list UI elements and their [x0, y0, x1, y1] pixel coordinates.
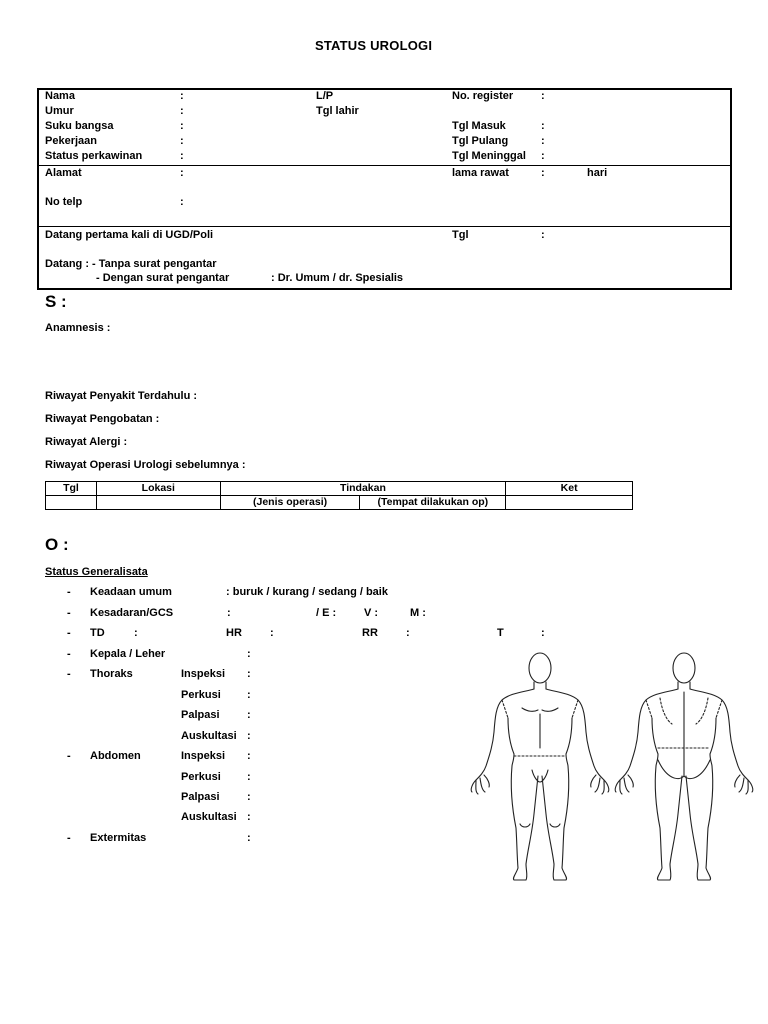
cell-ket[interactable]	[506, 496, 633, 510]
bullet: -	[67, 586, 71, 598]
header-ket: Ket	[506, 482, 633, 496]
separator: :	[227, 607, 231, 619]
separator: :	[247, 709, 251, 721]
label-no-telp: No telp	[45, 196, 83, 208]
datang-dengan-surat-option: : Dr. Umum / dr. Spesialis	[271, 272, 404, 284]
label-rr: RR	[362, 627, 378, 639]
separator: :	[247, 689, 251, 701]
bullet: -	[67, 607, 71, 619]
table-row	[46, 496, 633, 510]
separator: :	[541, 167, 545, 179]
separator: :	[247, 730, 251, 742]
label-tgl-pulang: Tgl Pulang	[452, 135, 509, 147]
divider	[38, 165, 731, 166]
label-datang-pertama: Datang pertama kali di UGD/Poli	[45, 229, 214, 241]
separator: :	[541, 90, 545, 102]
separator: :	[247, 668, 251, 680]
separator: :	[180, 167, 184, 179]
label-nama: Nama	[45, 90, 75, 102]
label-hr: HR	[226, 627, 242, 639]
bullet: -	[67, 668, 71, 680]
label-lama-rawat: lama rawat	[452, 167, 509, 179]
label-tgl-masuk: Tgl Masuk	[452, 120, 506, 132]
label-tgl-lahir: Tgl lahir	[316, 105, 359, 117]
label-kesadaran-gcs: Kesadaran/GCS	[90, 607, 174, 619]
bullet: -	[67, 832, 71, 844]
header-lokasi: Lokasi	[96, 482, 220, 496]
separator: :	[247, 791, 251, 803]
separator: :	[541, 229, 545, 241]
separator: :	[247, 811, 251, 823]
label-tgl: Tgl	[452, 229, 469, 241]
section-s-heading: S :	[45, 292, 67, 311]
label-kepala-leher: Kepala / Leher	[90, 648, 166, 660]
separator: :	[541, 150, 545, 162]
label-riwayat-operasi: Riwayat Operasi Urologi sebelumnya :	[45, 459, 246, 471]
body-front-icon	[471, 653, 609, 880]
status-generalisata-heading: Status Generalisata	[45, 566, 148, 578]
separator: :	[180, 105, 184, 117]
separator: :	[406, 627, 410, 639]
label-td: TD	[90, 627, 105, 639]
section-o-heading: O :	[45, 535, 69, 554]
label-keadaan-umum: Keadaan umum	[90, 586, 172, 598]
separator: :	[270, 627, 274, 639]
label-abdomen-palpasi: Palpasi	[181, 791, 220, 803]
label-umur: Umur	[45, 105, 74, 117]
separator: :	[134, 627, 138, 639]
separator: :	[247, 832, 251, 844]
label-riwayat-alergi: Riwayat Alergi :	[45, 436, 128, 448]
label-anamnesis: Anamnesis :	[45, 322, 111, 334]
separator: :	[541, 135, 545, 147]
separator: :	[180, 150, 184, 162]
header-tindakan: Tindakan	[220, 482, 506, 496]
label-lp: L/P	[316, 90, 334, 102]
label-thoraks-auskultasi: Auskultasi	[181, 730, 237, 742]
label-status-perkawinan: Status perkawinan	[45, 150, 143, 162]
separator: :	[180, 90, 184, 102]
separator: :	[247, 771, 251, 783]
body-back-icon	[615, 653, 753, 880]
label-gcs-e: / E :	[316, 607, 337, 619]
label-hari: hari	[587, 167, 608, 179]
separator: :	[247, 648, 251, 660]
datang-tanpa-surat: Datang : - Tanpa surat pengantar	[45, 258, 217, 270]
label-thoraks-perkusi: Perkusi	[181, 689, 221, 701]
separator: :	[541, 120, 545, 132]
table-header-row	[46, 482, 633, 496]
cell-tgl[interactable]	[46, 496, 97, 510]
body-diagram-front-back-icon	[462, 648, 762, 884]
label-thoraks-palpasi: Palpasi	[181, 709, 220, 721]
label-riwayat-penyakit: Riwayat Penyakit Terdahulu :	[45, 390, 198, 402]
bullet: -	[67, 648, 71, 660]
separator: :	[180, 120, 184, 132]
label-abdomen-auskultasi: Auskultasi	[181, 811, 237, 823]
datang-dengan-surat: - Dengan surat pengantar	[96, 272, 230, 284]
keadaan-umum-options: : buruk / kurang / sedang / baik	[226, 586, 388, 598]
separator: :	[247, 750, 251, 762]
label-riwayat-pengobatan: Riwayat Pengobatan :	[45, 413, 160, 425]
label-suku-bangsa: Suku bangsa	[45, 120, 114, 132]
label-thoraks-inspeksi: Inspeksi	[181, 668, 226, 680]
label-no-register: No. register	[452, 90, 514, 102]
label-abdomen-inspeksi: Inspeksi	[181, 750, 226, 762]
label-pekerjaan: Pekerjaan	[45, 135, 97, 147]
subheader-jenis-operasi: (Jenis operasi)	[220, 496, 360, 510]
label-abdomen-perkusi: Perkusi	[181, 771, 221, 783]
divider	[38, 226, 731, 227]
label-gcs-v: V :	[364, 607, 379, 619]
label-extermitas: Extermitas	[90, 832, 147, 844]
label-thoraks: Thoraks	[90, 668, 133, 680]
page-title: STATUS UROLOGI	[315, 38, 433, 53]
cell-lokasi[interactable]	[96, 496, 220, 510]
separator: :	[180, 135, 184, 147]
label-tgl-meninggal: Tgl Meninggal	[452, 150, 526, 162]
bullet: -	[67, 627, 71, 639]
header-tgl: Tgl	[46, 482, 97, 496]
label-gcs-m: M :	[410, 607, 426, 619]
label-alamat: Alamat	[45, 167, 82, 179]
label-t: T	[497, 627, 504, 639]
operation-history-table	[45, 481, 633, 510]
separator: :	[541, 627, 545, 639]
separator: :	[180, 196, 184, 208]
subheader-tempat-op: (Tempat dilakukan op)	[360, 496, 506, 510]
bullet: -	[67, 750, 71, 762]
label-abdomen: Abdomen	[90, 750, 141, 762]
